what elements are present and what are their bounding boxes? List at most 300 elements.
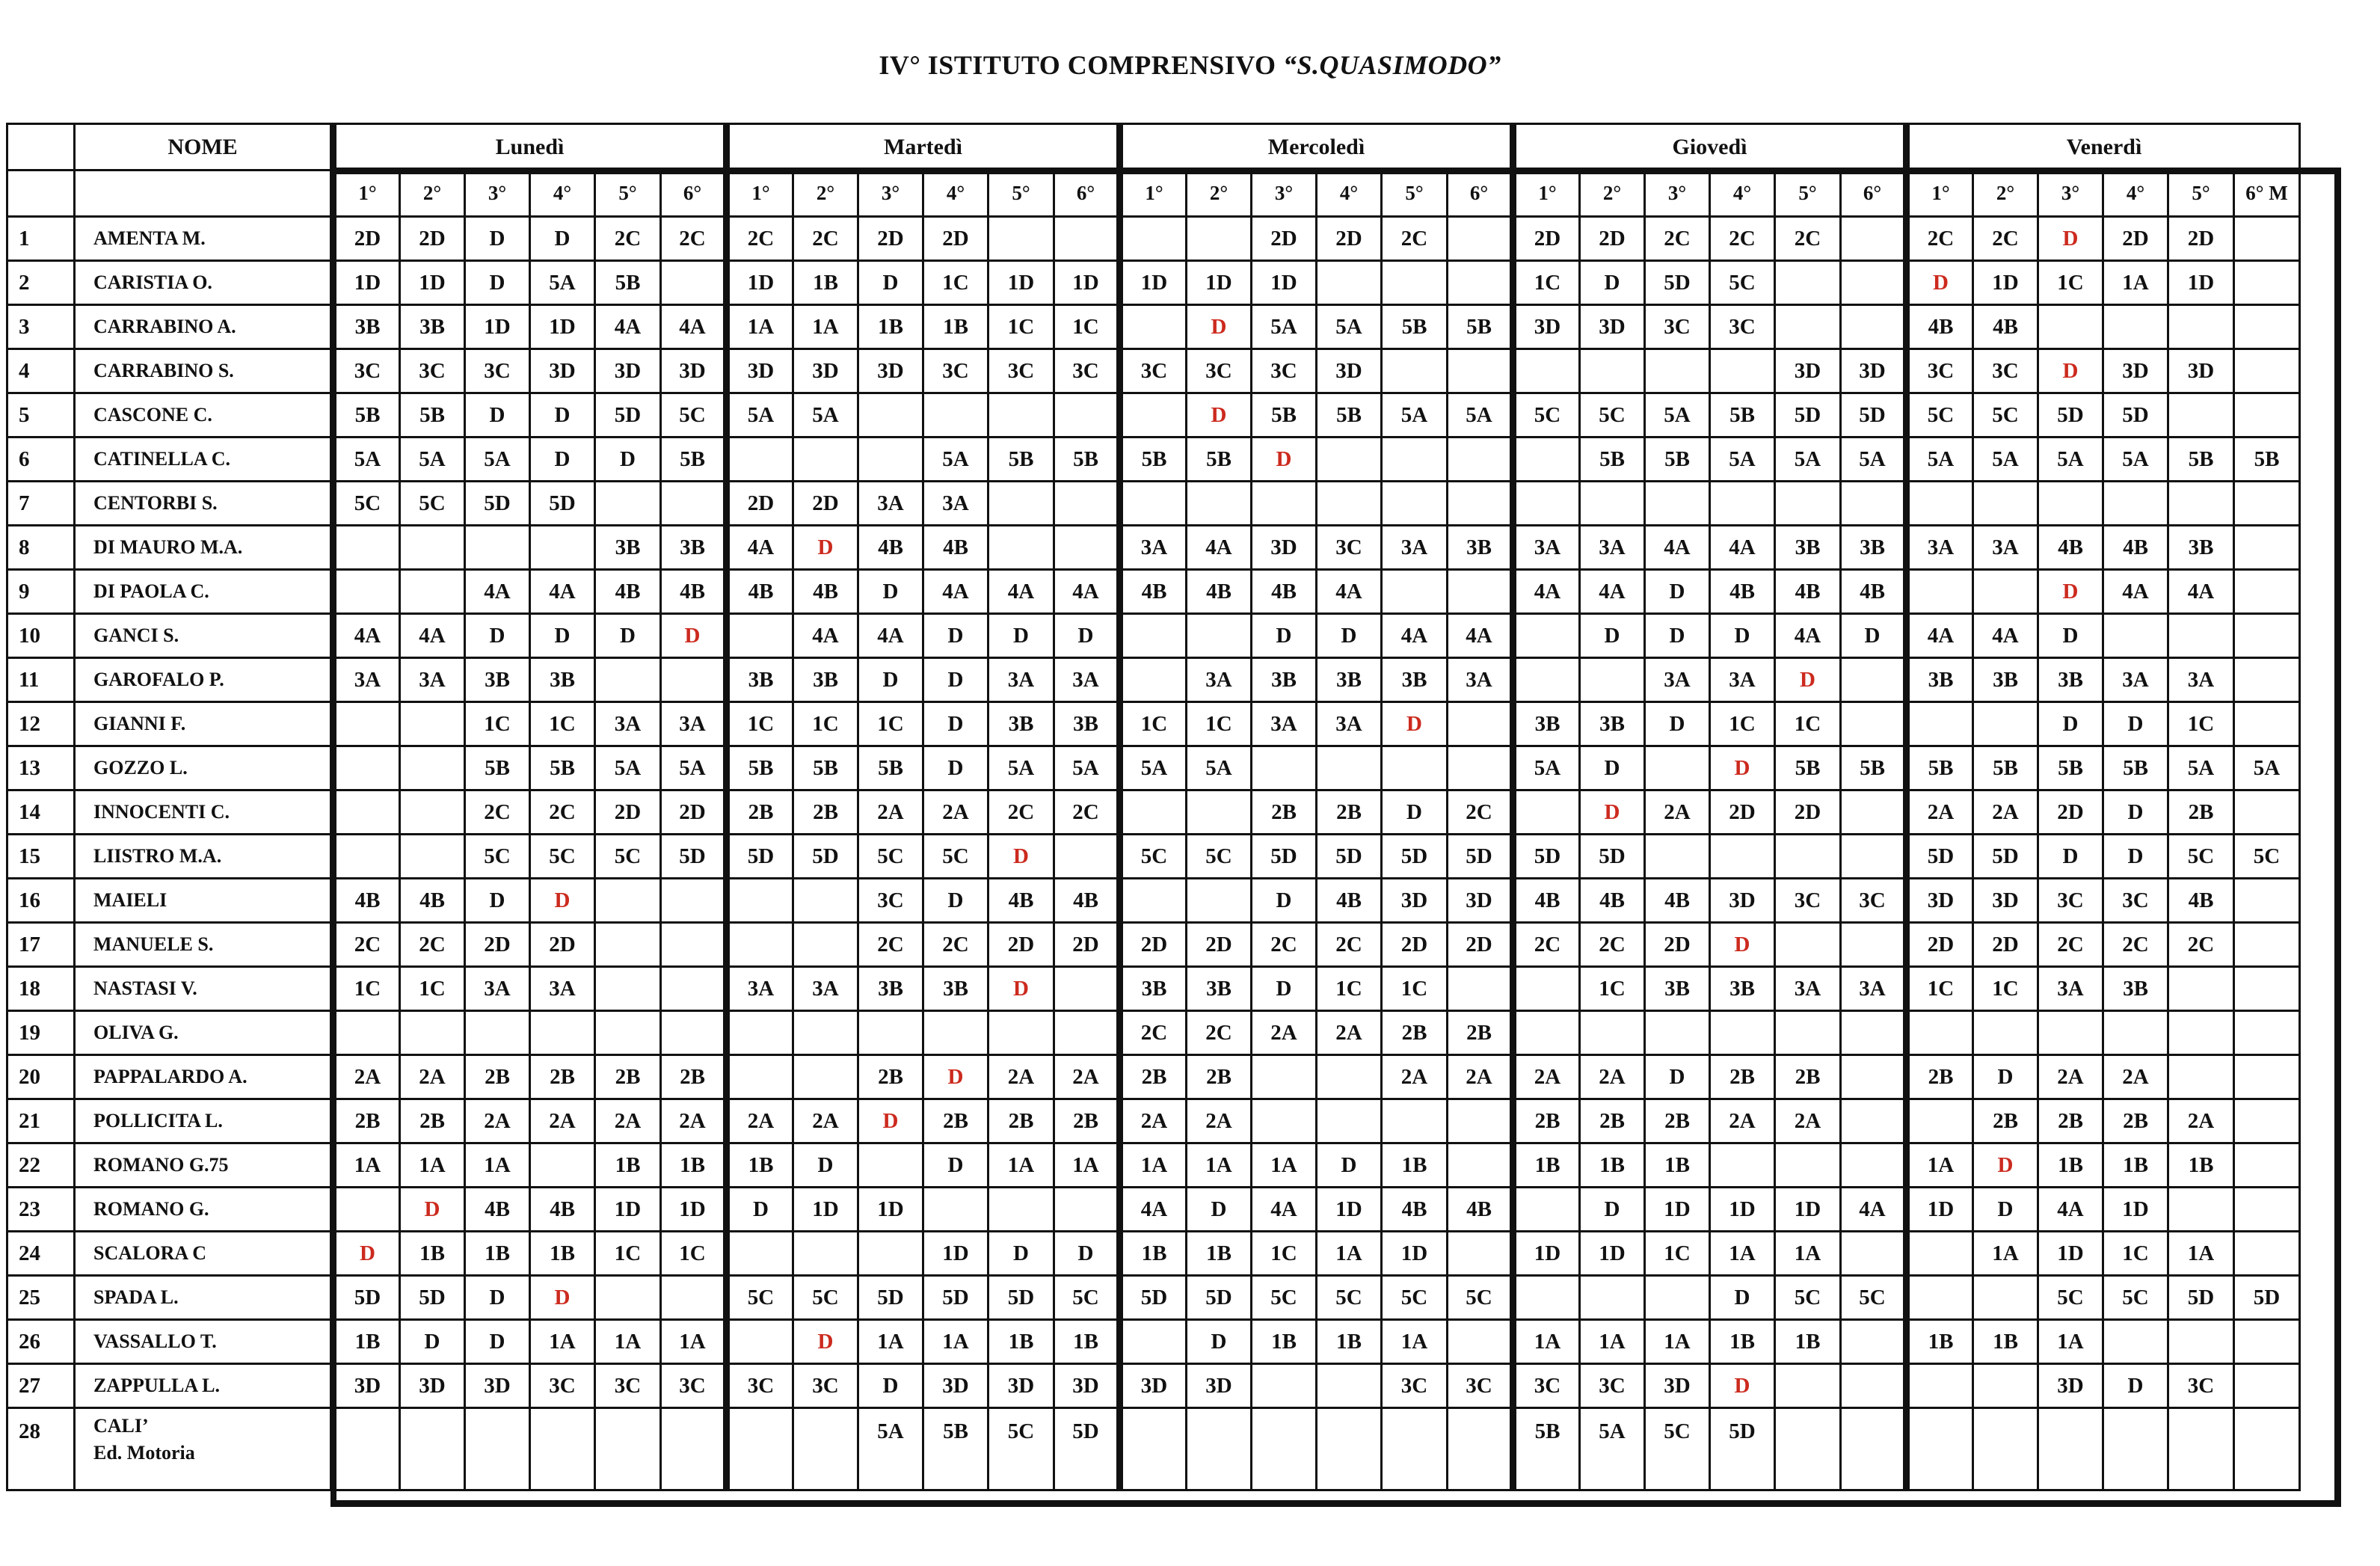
class-cell: 2A	[2168, 1099, 2234, 1143]
class-cell: 3B	[595, 526, 661, 570]
class-cell: 4B	[858, 526, 923, 570]
class-cell: 3B	[661, 526, 727, 570]
class-cell	[400, 570, 465, 614]
teacher-row	[7, 1232, 2300, 1276]
class-cell: 1A	[1382, 1320, 1448, 1364]
hour-header: 5°	[1382, 171, 1448, 217]
class-cell: D	[2038, 349, 2103, 393]
teacher-row	[7, 1188, 2300, 1232]
class-cell: 3A	[1054, 658, 1120, 702]
class-cell	[2234, 570, 2300, 614]
class-cell: 3C	[1187, 349, 1252, 393]
class-cell: 1D	[923, 1232, 988, 1276]
class-cell: 1B	[400, 1232, 465, 1276]
class-cell	[727, 437, 793, 482]
class-cell: 2C	[1317, 923, 1382, 967]
class-cell: D	[2103, 835, 2168, 879]
class-cell: 3B	[530, 658, 595, 702]
row-number: 11	[7, 658, 75, 702]
class-cell: 1B	[1580, 1143, 1645, 1188]
class-cell	[2168, 1011, 2234, 1055]
class-cell: 1A	[1973, 1232, 2038, 1276]
class-cell: 3B	[793, 658, 858, 702]
teacher-name: GANCI S.	[93, 624, 179, 646]
class-cell: 2D	[400, 217, 465, 261]
class-cell: 4A	[1252, 1188, 1317, 1232]
class-cell	[1513, 437, 1580, 482]
class-cell	[1841, 923, 1907, 967]
class-cell	[793, 879, 858, 923]
class-cell: 5C	[1841, 1276, 1907, 1320]
class-cell: 3A	[1710, 658, 1775, 702]
class-cell: 2A	[1317, 1011, 1382, 1055]
frame-left-rule	[330, 168, 336, 1507]
class-cell	[1513, 658, 1580, 702]
class-cell: 5A	[1252, 305, 1317, 349]
class-cell	[1841, 1055, 1907, 1099]
class-cell: D	[1973, 1055, 2038, 1099]
class-cell: 5A	[1120, 746, 1187, 790]
class-cell: D	[923, 746, 988, 790]
day-header: Giovedì	[1513, 124, 1907, 171]
class-cell: 3C	[465, 349, 530, 393]
teacher-row	[7, 1408, 2300, 1490]
class-cell: 5D	[858, 1276, 923, 1320]
class-cell	[595, 1276, 661, 1320]
class-cell: 3D	[465, 1364, 530, 1408]
class-cell: D	[595, 437, 661, 482]
class-cell	[1710, 349, 1775, 393]
class-cell: 3A	[988, 658, 1054, 702]
class-cell: 1C	[1054, 305, 1120, 349]
class-cell	[1907, 1232, 1973, 1276]
class-cell: 5D	[1448, 835, 1513, 879]
class-cell: D	[530, 393, 595, 437]
class-cell: 2D	[1973, 923, 2038, 967]
teacher-name-cell	[75, 835, 333, 879]
class-cell: 5C	[2234, 835, 2300, 879]
class-cell	[1448, 746, 1513, 790]
class-cell: 3D	[793, 349, 858, 393]
class-cell	[2168, 305, 2234, 349]
class-cell: 4A	[1907, 614, 1973, 658]
class-cell: 5A	[530, 261, 595, 305]
class-cell: 5C	[1775, 1276, 1841, 1320]
class-cell	[1187, 1408, 1252, 1490]
class-cell: 3C	[661, 1364, 727, 1408]
class-cell	[1252, 482, 1317, 526]
class-cell	[858, 1143, 923, 1188]
class-cell	[333, 746, 400, 790]
class-cell: 3A	[1513, 526, 1580, 570]
class-cell: 5C	[465, 835, 530, 879]
class-cell: 3B	[858, 967, 923, 1011]
class-cell	[2038, 305, 2103, 349]
class-cell	[1841, 702, 1907, 746]
class-cell: 2D	[530, 923, 595, 967]
class-cell: 2C	[595, 217, 661, 261]
nome-header: NOME	[75, 124, 333, 171]
class-cell: 3A	[2103, 658, 2168, 702]
class-cell	[1382, 1408, 1448, 1490]
class-cell: 1D	[661, 1188, 727, 1232]
class-cell: 2C	[1187, 1011, 1252, 1055]
class-cell	[988, 1011, 1054, 1055]
class-cell: 1B	[1382, 1143, 1448, 1188]
class-cell: 1D	[333, 261, 400, 305]
row-number: 6	[7, 437, 75, 482]
class-cell: 4B	[1580, 879, 1645, 923]
teacher-name-cell	[75, 349, 333, 393]
class-cell: 4A	[858, 614, 923, 658]
teacher-name-cell	[75, 437, 333, 482]
class-cell: 5B	[1973, 746, 2038, 790]
class-cell	[1448, 1408, 1513, 1490]
class-cell	[333, 790, 400, 835]
class-cell	[2103, 614, 2168, 658]
teacher-row	[7, 702, 2300, 746]
class-cell: 2D	[1187, 923, 1252, 967]
class-cell: 1A	[988, 1143, 1054, 1188]
class-cell	[1513, 1276, 1580, 1320]
class-cell	[1054, 482, 1120, 526]
class-cell: 2B	[988, 1099, 1054, 1143]
hour-header: 6°	[1054, 171, 1120, 217]
class-cell	[333, 1011, 400, 1055]
class-cell: D	[1187, 1320, 1252, 1364]
class-cell: D	[661, 614, 727, 658]
class-cell: 1B	[530, 1232, 595, 1276]
class-cell	[2234, 658, 2300, 702]
class-cell	[1317, 1055, 1382, 1099]
class-cell	[595, 1408, 661, 1490]
class-cell: 3D	[1775, 349, 1841, 393]
class-cell	[1120, 614, 1187, 658]
class-cell	[2234, 967, 2300, 1011]
class-cell: 4A	[1448, 614, 1513, 658]
class-cell: 5D	[1775, 393, 1841, 437]
class-cell: 4A	[1645, 526, 1710, 570]
teacher-row	[7, 1364, 2300, 1408]
class-cell	[1973, 1408, 2038, 1490]
class-cell: 5C	[530, 835, 595, 879]
class-cell: 3D	[1841, 349, 1907, 393]
title-main: IV° ISTITUTO COMPRENSIVO	[879, 50, 1284, 80]
class-cell: 1C	[1973, 967, 2038, 1011]
class-cell: 1A	[1513, 1320, 1580, 1364]
teacher-row	[7, 923, 2300, 967]
class-cell: 5C	[1317, 1276, 1382, 1320]
class-cell: 4A	[465, 570, 530, 614]
class-cell	[1187, 790, 1252, 835]
class-cell: 1C	[1187, 702, 1252, 746]
class-cell: D	[530, 1276, 595, 1320]
teacher-row	[7, 437, 2300, 482]
class-cell: 1D	[530, 305, 595, 349]
class-cell: 2B	[2038, 1099, 2103, 1143]
class-cell: 2B	[793, 790, 858, 835]
class-cell: 5C	[333, 482, 400, 526]
class-cell	[2234, 1320, 2300, 1364]
class-cell: 3A	[1382, 526, 1448, 570]
class-cell: 3D	[858, 349, 923, 393]
class-cell: 1D	[727, 261, 793, 305]
class-cell: 1B	[595, 1143, 661, 1188]
class-cell	[1841, 1232, 1907, 1276]
class-cell: 5A	[988, 746, 1054, 790]
class-cell: 5A	[1973, 437, 2038, 482]
teacher-name: CALI’	[93, 1415, 149, 1437]
class-cell: 1B	[1973, 1320, 2038, 1364]
class-cell: 3A	[1775, 967, 1841, 1011]
class-cell: 1B	[923, 305, 988, 349]
class-cell	[1775, 482, 1841, 526]
class-cell	[2234, 702, 2300, 746]
row-number: 23	[7, 1188, 75, 1232]
teacher-name-cell	[75, 967, 333, 1011]
class-cell	[2234, 349, 2300, 393]
class-cell: 5A	[2168, 746, 2234, 790]
class-cell	[923, 1011, 988, 1055]
class-cell: 5B	[2103, 746, 2168, 790]
class-cell: 3C	[2038, 879, 2103, 923]
title-school-name: “S.QUASIMODO”	[1283, 50, 1501, 80]
class-cell	[1448, 1099, 1513, 1143]
class-cell	[1645, 482, 1710, 526]
class-cell	[333, 835, 400, 879]
class-cell: 1C	[1317, 967, 1382, 1011]
class-cell: 4A	[727, 526, 793, 570]
class-cell: 2A	[1580, 1055, 1645, 1099]
class-cell	[1187, 217, 1252, 261]
class-cell	[1120, 879, 1187, 923]
teacher-name: GOZZO L.	[93, 757, 188, 779]
class-cell: 2D	[1317, 217, 1382, 261]
class-cell: 3D	[2038, 1364, 2103, 1408]
teacher-name-cell	[75, 658, 333, 702]
class-cell: 1D	[1382, 1232, 1448, 1276]
class-cell	[1580, 1011, 1645, 1055]
class-cell	[1973, 482, 2038, 526]
class-cell: 4B	[1448, 1188, 1513, 1232]
class-cell: D	[1252, 437, 1317, 482]
row-number: 15	[7, 835, 75, 879]
teacher-name: AMENTA M.	[93, 227, 206, 249]
class-cell	[530, 1143, 595, 1188]
hour-header: 6°	[661, 171, 727, 217]
class-cell: 5B	[2038, 746, 2103, 790]
class-cell: 5D	[1580, 835, 1645, 879]
class-cell: 2A	[595, 1099, 661, 1143]
hour-name-cell	[75, 171, 333, 217]
class-cell: 5A	[333, 437, 400, 482]
teacher-subject: Ed. Motoria	[93, 1442, 195, 1464]
class-cell	[2234, 614, 2300, 658]
class-cell	[793, 437, 858, 482]
class-cell: 2D	[1120, 923, 1187, 967]
class-cell	[1120, 217, 1187, 261]
class-cell: 3B	[923, 967, 988, 1011]
class-cell: D	[530, 217, 595, 261]
row-number: 2	[7, 261, 75, 305]
class-cell	[595, 967, 661, 1011]
class-cell: D	[923, 702, 988, 746]
class-cell: 3A	[727, 967, 793, 1011]
class-cell: 3A	[333, 658, 400, 702]
day-header: Lunedì	[333, 124, 727, 171]
class-cell	[1973, 570, 2038, 614]
class-cell: 4B	[333, 879, 400, 923]
class-cell	[858, 437, 923, 482]
class-cell: 3C	[1120, 349, 1187, 393]
teacher-name: CARISTIA O.	[93, 271, 212, 293]
class-cell: 4A	[1775, 614, 1841, 658]
class-cell	[595, 923, 661, 967]
class-cell	[400, 702, 465, 746]
class-cell	[1775, 305, 1841, 349]
class-cell	[793, 1055, 858, 1099]
class-cell: 2C	[988, 790, 1054, 835]
class-cell	[1054, 967, 1120, 1011]
teacher-row	[7, 1143, 2300, 1188]
class-cell	[1841, 217, 1907, 261]
class-cell: 1A	[595, 1320, 661, 1364]
teacher-name: OLIVA G.	[93, 1022, 179, 1043]
teacher-name: ROMANO G.	[93, 1198, 209, 1220]
class-cell: 4A	[988, 570, 1054, 614]
class-cell: 2D	[988, 923, 1054, 967]
class-cell: 3B	[1317, 658, 1382, 702]
class-cell: 2B	[1907, 1055, 1973, 1099]
teacher-row	[7, 482, 2300, 526]
class-cell: 4A	[1187, 526, 1252, 570]
class-cell: 2C	[2103, 923, 2168, 967]
teacher-name: DI MAURO M.A.	[93, 536, 243, 558]
row-number: 4	[7, 349, 75, 393]
teacher-name: CATINELLA C.	[93, 448, 231, 470]
class-cell: 2A	[1054, 1055, 1120, 1099]
class-cell	[1382, 437, 1448, 482]
class-cell: 4A	[1841, 1188, 1907, 1232]
class-cell: 2A	[1382, 1055, 1448, 1099]
class-cell	[2168, 1408, 2234, 1490]
class-cell	[1907, 1011, 1973, 1055]
class-cell	[858, 1232, 923, 1276]
class-cell: 2B	[1645, 1099, 1710, 1143]
class-cell: 5C	[1645, 1408, 1710, 1490]
class-cell: 3B	[1580, 702, 1645, 746]
class-cell	[2234, 923, 2300, 967]
class-cell: D	[1775, 658, 1841, 702]
class-cell	[1054, 1188, 1120, 1232]
class-cell: 2D	[1513, 217, 1580, 261]
class-cell: 5B	[923, 1408, 988, 1490]
class-cell: 5D	[530, 482, 595, 526]
class-cell: D	[1252, 879, 1317, 923]
class-cell: 5D	[1841, 393, 1907, 437]
class-cell	[1448, 437, 1513, 482]
class-cell	[1448, 349, 1513, 393]
class-cell: D	[1382, 702, 1448, 746]
row-number: 21	[7, 1099, 75, 1143]
class-cell: 5B	[333, 393, 400, 437]
class-cell: 1B	[793, 261, 858, 305]
class-cell: 5B	[1841, 746, 1907, 790]
class-cell: 3D	[1054, 1364, 1120, 1408]
teacher-name: ROMANO G.75	[93, 1154, 229, 1176]
class-cell	[1841, 1320, 1907, 1364]
class-cell: 2C	[661, 217, 727, 261]
class-cell: D	[1187, 393, 1252, 437]
class-cell: 5A	[1645, 393, 1710, 437]
class-cell: 2A	[400, 1055, 465, 1099]
class-cell	[1841, 1143, 1907, 1188]
class-cell: 3D	[1580, 305, 1645, 349]
class-cell: 5C	[988, 1408, 1054, 1490]
class-cell: 1B	[1252, 1320, 1317, 1364]
class-cell: 5D	[1513, 835, 1580, 879]
class-cell: 4B	[2103, 526, 2168, 570]
class-cell: 5D	[1710, 1408, 1775, 1490]
class-cell: 1C	[530, 702, 595, 746]
class-cell: 2A	[1710, 1099, 1775, 1143]
row-number: 19	[7, 1011, 75, 1055]
class-cell: 5B	[793, 746, 858, 790]
day-header: Martedì	[727, 124, 1120, 171]
class-cell: 5B	[1054, 437, 1120, 482]
hour-header: 5°	[2168, 171, 2234, 217]
class-cell: 1C	[988, 305, 1054, 349]
class-cell: 4B	[595, 570, 661, 614]
class-cell: D	[1580, 614, 1645, 658]
class-cell: 1C	[333, 967, 400, 1011]
class-cell: 3B	[1841, 526, 1907, 570]
class-cell	[1317, 1099, 1382, 1143]
class-cell	[1841, 658, 1907, 702]
class-cell	[988, 217, 1054, 261]
class-cell: 5C	[2103, 1276, 2168, 1320]
class-cell: D	[2103, 790, 2168, 835]
class-cell: 5C	[1710, 261, 1775, 305]
class-cell	[988, 526, 1054, 570]
class-cell: 5C	[727, 1276, 793, 1320]
class-cell: 4A	[2103, 570, 2168, 614]
teacher-name: POLLICITA L.	[93, 1110, 223, 1131]
class-cell: 5A	[2103, 437, 2168, 482]
class-cell: 1B	[2103, 1143, 2168, 1188]
class-cell: 1A	[1775, 1232, 1841, 1276]
class-cell: D	[858, 261, 923, 305]
class-cell: D	[465, 1320, 530, 1364]
class-cell: 5C	[661, 393, 727, 437]
class-cell: 5C	[858, 835, 923, 879]
class-cell: 5A	[793, 393, 858, 437]
class-cell: 1C	[727, 702, 793, 746]
row-number: 7	[7, 482, 75, 526]
hour-header: 4°	[2103, 171, 2168, 217]
class-cell: 5B	[1382, 305, 1448, 349]
class-cell: 4A	[1382, 614, 1448, 658]
class-cell: 5D	[1382, 835, 1448, 879]
class-cell: 1D	[1907, 1188, 1973, 1232]
class-cell: 2A	[1252, 1011, 1317, 1055]
class-cell: 5D	[661, 835, 727, 879]
class-cell: 1A	[1120, 1143, 1187, 1188]
teacher-row	[7, 658, 2300, 702]
class-cell: 5B	[2234, 437, 2300, 482]
class-cell: D	[2038, 702, 2103, 746]
class-cell: 2D	[2168, 217, 2234, 261]
